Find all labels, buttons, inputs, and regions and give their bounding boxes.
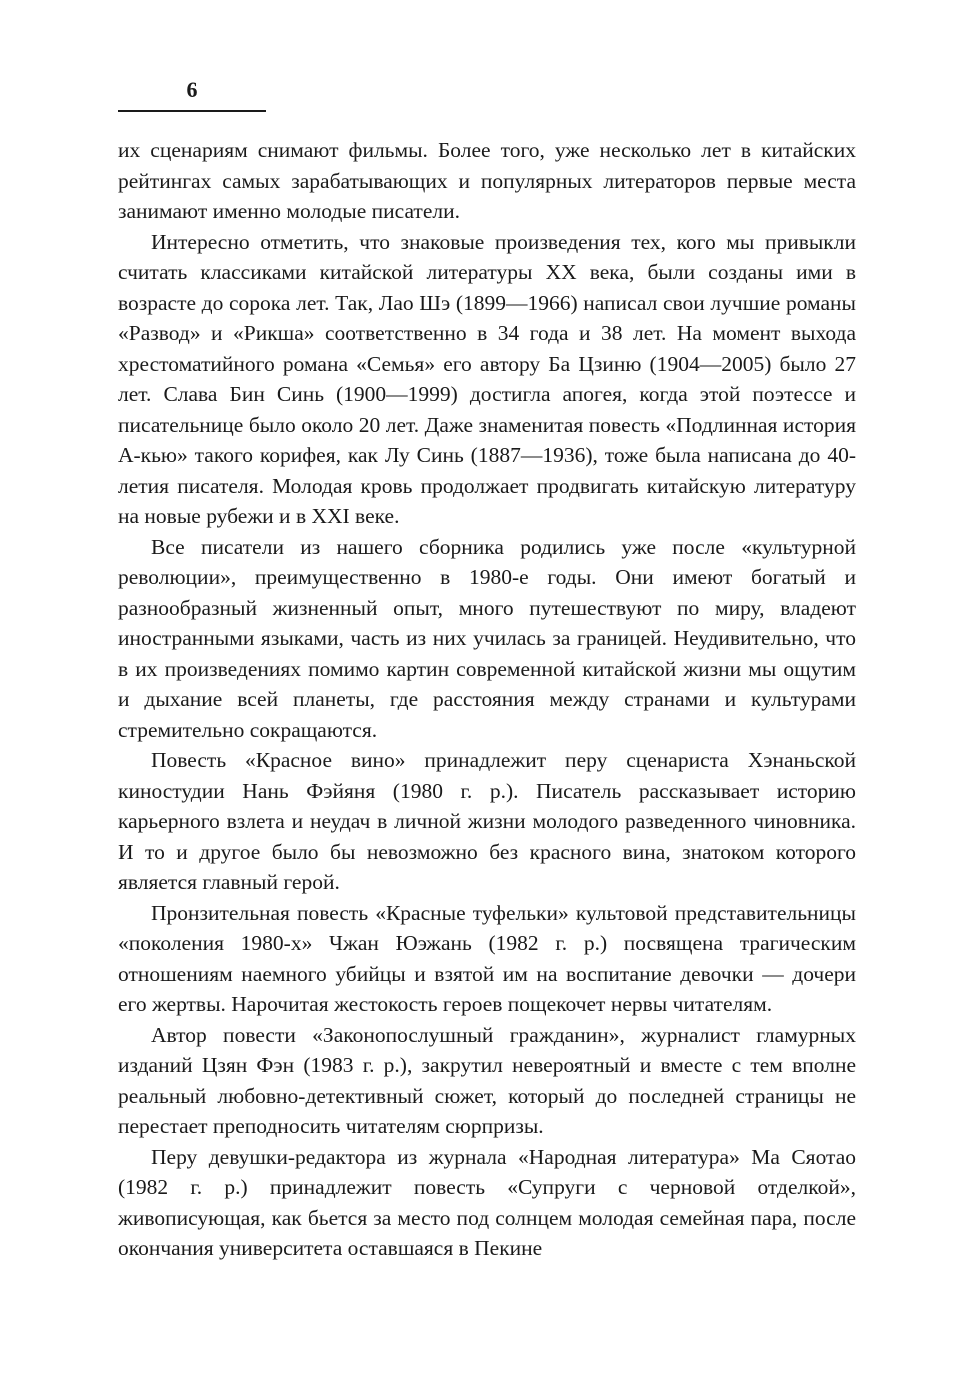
paragraph-red-wine: Повесть «Красное вино» принадлежит перу сценариста Хэнаньской киностудии Нань Фэйяня (1980 г. р.). Писатель рассказывает историю карьерного взлета и неудач в личной жизни молодого разведенного чиновника. И то и другое было бы невозможно без красного вина, знатоком которого является главный герой.: [118, 748, 856, 894]
paragraph-classics-age: Интересно отметить, что знаковые произведения тех, кого мы привыкли считать классиками китайской литературы XX века, были созданы ими в возрасте до сорока лет. Так, Лао Шэ (1899—1966) написал свои лучшие романы «Развод» и «Рикша» соответственно в 34 года и 38 лет. На момент выхода хрестоматийного романа «Семья» его автору Ба Цзиню (1904—2005) было 27 лет. Слава Бин Синь (1900—1999) достигла апогея, когда этой поэтессе и писательнице было около 20 лет. Даже знаменитая повесть «Подлинная история А-кью» такого корифея, как Лу Синь (1887—1936), тоже была написана до 40-летия писателя. Молодая кровь продолжает продвигать китайскую литературу на новые рубежи и в XXI веке.: [118, 229, 856, 528]
header-rule: [118, 110, 266, 112]
paragraph-red-shoes: Пронзительная повесть «Красные туфельки» культовой представительницы «поколения 1980-х» Чжан Юэжань (1982 г. р.) посвящена трагическим отношениям наемного убийцы и взятой им на воспитание девочки — дочери его жертвы. Нарочитая жестокость героев пощекочет нервы читателям.: [118, 900, 856, 1016]
paragraph-continuation: их сценариям снимают фильмы. Более того, уже несколько лет в китайских рейтингах самых зарабатывающих и популярных литераторов первые места занимают именно молодые писатели.: [118, 138, 856, 223]
text-body: [118, 135, 856, 1264]
page-number: 6: [186, 77, 198, 102]
paragraph-spouses: Перу девушки-редактора из журнала «Народная литература» Ма Сяотао (1982 г. р.) принадлежит повесть «Супруги с черновой отделкой», живописующая, как бьется за место под солнцем молодая семейная пара, после окончания университета оставшаяся в Пекине: [118, 1144, 856, 1260]
paragraph-law-abiding-citizen: Автор повести «Законопослушный гражданин», журналист гламурных изданий Цзян Фэн (1983 г. р.), закрутил невероятный и вместе с тем вполне реальный любовно-детективный сюжет, который до последней страницы не перестает преподносить читателям сюрпризы.: [118, 1022, 856, 1138]
paragraph-authors-background: Все писатели из нашего сборника родились уже после «культурной революции», преимущественно в 1980-е годы. Они имеют богатый и разнообразный жизненный опыт, много путешествуют по миру, владеют иностранными языками, часть из них училась за границей. Неудивительно, что в их произведениях помимо картин современной китайской жизни мы ощутим и дыхание всей планеты, где расстояния между странами и культурами стремительно сокращаются.: [118, 534, 856, 742]
